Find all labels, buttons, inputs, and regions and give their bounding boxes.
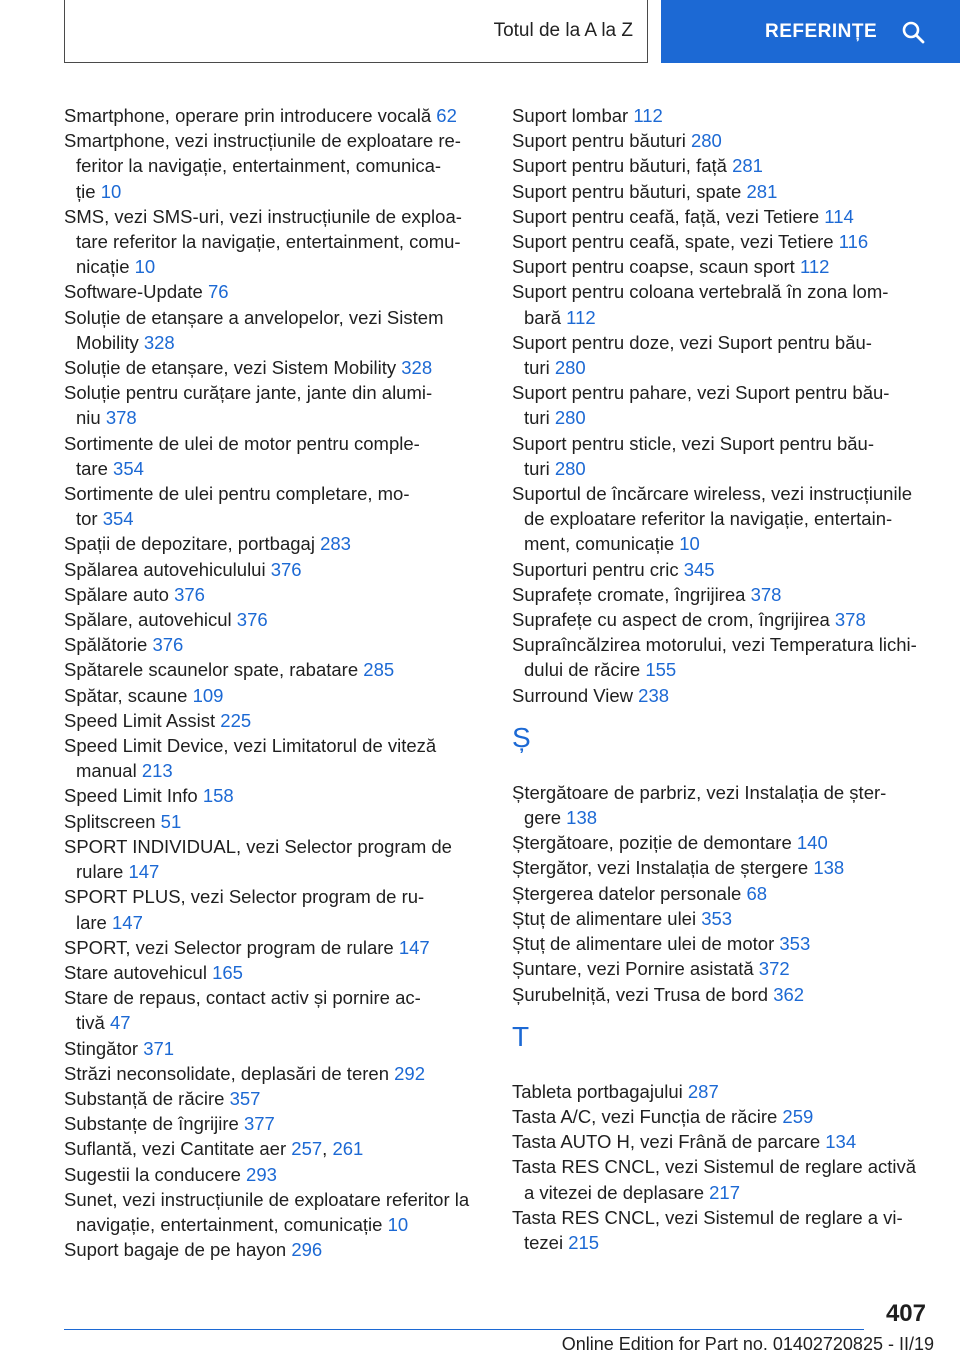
entry-text: Software-Update bbox=[64, 281, 203, 303]
page-reference-link[interactable]: 134 bbox=[825, 1131, 857, 1153]
entry-text: Surround View bbox=[512, 684, 634, 706]
entry-text: turi bbox=[524, 407, 550, 429]
entry-text: Smartphone, vezi instrucțiunile de exploatare re- bbox=[64, 130, 461, 152]
entry-text: Spălătorie bbox=[64, 634, 148, 656]
page-reference-link[interactable]: 51 bbox=[160, 810, 182, 832]
page-reference-link[interactable]: 62 bbox=[436, 105, 457, 126]
entry-text: tare referitor la navigație, entertainment, comu- bbox=[76, 231, 461, 253]
page-reference-link[interactable]: 293 bbox=[246, 1163, 277, 1185]
index-entry bbox=[512, 956, 958, 981]
index-entry bbox=[64, 1237, 484, 1262]
entry-text: Suport bagaje de pe hayon bbox=[64, 1239, 287, 1261]
entry-text: tezei bbox=[524, 1231, 564, 1253]
page-reference-link[interactable]: 261 bbox=[332, 1138, 364, 1160]
index-entry bbox=[64, 1061, 484, 1086]
footer-divider bbox=[64, 1329, 864, 1330]
entry-text: Suprafețe cu aspect de crom, îngrijirea bbox=[512, 609, 830, 631]
page-reference-link[interactable]: 283 bbox=[320, 533, 351, 555]
index-entry bbox=[512, 1129, 958, 1154]
entry-text: Soluție de etanșare a anvelopelor, vezi Sistem bbox=[64, 306, 444, 328]
page-reference-link[interactable]: 109 bbox=[192, 684, 224, 706]
index-entry bbox=[512, 855, 958, 880]
entry-text: Ștergătoare, poziție de demontare bbox=[512, 832, 792, 854]
page-reference-link[interactable]: 328 bbox=[143, 331, 175, 353]
page-reference-link[interactable]: 217 bbox=[709, 1181, 740, 1203]
page-reference-link[interactable]: 372 bbox=[758, 958, 790, 980]
page-reference-link[interactable]: 116 bbox=[838, 231, 869, 253]
index-entry bbox=[512, 204, 958, 229]
index-entry bbox=[64, 279, 484, 304]
section-s-continued bbox=[512, 103, 958, 708]
page-reference-link[interactable]: 292 bbox=[394, 1062, 425, 1084]
entry-text: ție bbox=[76, 180, 96, 202]
index-entry bbox=[512, 103, 958, 128]
entry-text: Speed Limit Info bbox=[64, 785, 198, 807]
page-reference-link[interactable]: 376 bbox=[152, 634, 184, 656]
page-reference-link[interactable]: 238 bbox=[638, 684, 670, 706]
index-entry bbox=[64, 809, 484, 834]
index-entry bbox=[512, 931, 958, 956]
index-entry bbox=[512, 683, 958, 708]
entry-text: Suprafețe cromate, îngrijirea bbox=[512, 583, 746, 605]
index-entry bbox=[512, 128, 958, 153]
index-entry bbox=[512, 153, 958, 178]
index-entry bbox=[512, 279, 958, 329]
index-entry bbox=[512, 229, 958, 254]
entry-text: Stare autovehicul bbox=[64, 961, 207, 983]
index-entry bbox=[512, 632, 958, 682]
entry-text: Tasta RES CNCL, vezi Sistemul de reglare activă bbox=[512, 1156, 917, 1178]
entry-text: Ștergerea datelor personale bbox=[512, 882, 742, 904]
entry-text: Sortimente de ulei de motor pentru comple- bbox=[64, 432, 420, 454]
page-reference-link[interactable]: 215 bbox=[568, 1231, 600, 1253]
index-entry bbox=[64, 733, 484, 783]
page-reference-link[interactable]: 10 bbox=[387, 1213, 409, 1235]
index-entry bbox=[64, 557, 484, 582]
index-entry bbox=[64, 531, 484, 556]
entry-text: Ștuț de alimentare ulei de motor bbox=[512, 933, 775, 955]
page-reference-link[interactable]: 257 bbox=[291, 1138, 323, 1160]
entry-text: Suport pentru băuturi, spate bbox=[512, 180, 742, 202]
index-entry bbox=[512, 431, 958, 481]
entry-text: Stingător bbox=[64, 1037, 139, 1059]
entry-text: SPORT PLUS, vezi Selector program de ru- bbox=[64, 886, 425, 908]
page-reference-link[interactable]: 76 bbox=[207, 281, 229, 303]
index-entry bbox=[512, 481, 958, 557]
entry-text: Supraîncălzirea motorului, vezi Temperatura lichi- bbox=[512, 634, 917, 656]
index-entry bbox=[64, 204, 484, 280]
index-entry bbox=[64, 884, 484, 934]
entry-text: Splitscreen bbox=[64, 810, 156, 832]
page-reference-link[interactable]: 138 bbox=[813, 857, 845, 879]
section-letter-sh: Ș bbox=[512, 721, 531, 753]
page-reference-link[interactable]: 377 bbox=[243, 1113, 275, 1135]
index-entry bbox=[64, 1162, 484, 1187]
index-entry bbox=[512, 330, 958, 380]
entry-text: Spălare auto bbox=[64, 583, 169, 605]
page-reference-link[interactable]: 287 bbox=[687, 1080, 719, 1102]
page-reference-link[interactable]: 10 bbox=[100, 180, 122, 202]
index-entry bbox=[64, 683, 484, 708]
page-reference-link[interactable]: 158 bbox=[202, 785, 234, 807]
entry-text: Smartphone, operare prin introducere vocală bbox=[64, 105, 432, 126]
index-entry bbox=[64, 935, 484, 960]
section-t bbox=[512, 1079, 958, 1255]
page-number: 407 bbox=[885, 1300, 926, 1327]
entry-text: Spălarea autovehiculului bbox=[64, 558, 266, 580]
page-reference-link[interactable]: 147 bbox=[112, 911, 143, 933]
index-entry bbox=[512, 557, 958, 582]
entry-text: SPORT, vezi Selector program de rulare bbox=[64, 936, 394, 958]
page-reference-link[interactable]: 147 bbox=[398, 936, 430, 958]
entry-text: Străzi neconsolidate, deplasări de teren bbox=[64, 1062, 389, 1084]
index-column-left bbox=[64, 103, 484, 1262]
entry-text: turi bbox=[524, 357, 550, 379]
entry-text: Spătar, scaune bbox=[64, 684, 188, 706]
page-reference-link[interactable]: 47 bbox=[109, 1012, 131, 1034]
tab-label: REFERINȚE bbox=[765, 20, 878, 42]
entry-text: gere bbox=[524, 807, 562, 829]
index-entry bbox=[64, 632, 484, 657]
entry-text: Sunet, vezi instrucțiunile de exploatare referitor la bbox=[64, 1188, 470, 1210]
entry-text: Tasta A/C, vezi Funcția de răcire bbox=[512, 1105, 778, 1127]
entry-text: ment, comunicație bbox=[524, 533, 675, 555]
entry-text: de exploatare referitor la navigație, entertain- bbox=[524, 508, 893, 530]
index-entry bbox=[64, 1086, 484, 1111]
page-reference-link[interactable]: 280 bbox=[554, 407, 586, 429]
entry-text: Substanțe de îngrijire bbox=[64, 1113, 239, 1135]
page-reference-link[interactable]: 328 bbox=[401, 357, 433, 379]
index-entry bbox=[64, 582, 484, 607]
page-reference-link[interactable]: 362 bbox=[773, 983, 805, 1005]
page-reference-link[interactable]: 353 bbox=[701, 907, 733, 929]
index-entry bbox=[512, 179, 958, 204]
entry-text: Șurubelniță, vezi Trusa de bord bbox=[512, 983, 769, 1005]
entry-text: Spălare, autovehicul bbox=[64, 609, 232, 631]
page-reference-link[interactable]: 112 bbox=[566, 306, 596, 328]
entry-text: tor bbox=[76, 508, 98, 530]
entry-text: lare bbox=[76, 911, 107, 933]
entry-text: Ștuț de alimentare ulei bbox=[512, 907, 697, 929]
index-entry bbox=[64, 305, 484, 355]
entry-text: bară bbox=[524, 306, 562, 328]
entry-text: Speed Limit Device, vezi Limitatorul de viteză bbox=[64, 735, 437, 757]
index-entry bbox=[64, 657, 484, 682]
entry-text: Tasta RES CNCL, vezi Sistemul de reglare a vi- bbox=[512, 1206, 903, 1228]
index-entry bbox=[64, 103, 484, 128]
page-reference-link[interactable]: 281 bbox=[732, 155, 763, 177]
page-reference-link[interactable]: 354 bbox=[102, 508, 134, 530]
entry-text: Suporturi pentru cric bbox=[512, 558, 679, 580]
entry-text: Stare de repaus, contact activ și pornire ac- bbox=[64, 987, 421, 1009]
page-reference-link[interactable]: 280 bbox=[554, 457, 586, 479]
entry-text: Suflantă, vezi Cantitate aer bbox=[64, 1138, 287, 1160]
entry-text: feritor la navigație, entertainment, comunica- bbox=[76, 155, 442, 177]
entry-text: Suport pentru băuturi, față bbox=[512, 155, 727, 177]
tab-totul-de-la-a-la-z[interactable] bbox=[64, 0, 648, 63]
entry-text: Substanță de răcire bbox=[64, 1087, 225, 1109]
entry-text: nicație bbox=[76, 256, 130, 278]
entry-text: SMS, vezi SMS-uri, vezi instrucțiunile de exploa- bbox=[64, 205, 462, 227]
footer-edition: Online Edition for Part no. 01402720825 - II/19 bbox=[561, 1334, 934, 1354]
section-sh bbox=[512, 780, 958, 1007]
index-entry bbox=[512, 830, 958, 855]
index-entry bbox=[64, 431, 484, 481]
entry-text: navigație, entertainment, comunicație bbox=[76, 1213, 383, 1235]
entry-text: a vitezei de deplasare bbox=[524, 1181, 704, 1203]
entry-text: Suport pentru ceafă, față, vezi Tetiere bbox=[512, 205, 820, 227]
section-letter-t: T bbox=[512, 1020, 530, 1052]
index-entry bbox=[64, 960, 484, 985]
index-entry bbox=[512, 380, 958, 430]
entry-text: SPORT INDIVIDUAL, vezi Selector program de bbox=[64, 835, 452, 857]
page-reference-link[interactable]: 114 bbox=[824, 205, 854, 227]
index-entry bbox=[512, 1104, 958, 1129]
index-entry bbox=[512, 906, 958, 931]
entry-text: dului de răcire bbox=[524, 659, 641, 681]
entry-text: Mobility bbox=[76, 331, 139, 353]
page-reference-link[interactable]: 213 bbox=[141, 760, 173, 782]
page-reference-link[interactable]: 378 bbox=[834, 609, 866, 631]
page-reference-link[interactable]: 68 bbox=[746, 882, 768, 904]
page-reference-link[interactable]: 376 bbox=[270, 558, 302, 580]
entry-text: Suportul de încărcare wireless, vezi instrucțiunile bbox=[512, 483, 912, 505]
page-reference-link[interactable]: 281 bbox=[746, 180, 778, 202]
entry-text: Ștergător, vezi Instalația de ștergere bbox=[512, 857, 809, 879]
index-entry bbox=[64, 607, 484, 632]
page-reference-link[interactable]: 378 bbox=[750, 583, 782, 605]
page-reference-link[interactable]: 259 bbox=[782, 1105, 814, 1127]
index-entry bbox=[512, 607, 958, 632]
page-reference-link[interactable]: 138 bbox=[566, 807, 598, 829]
entry-text: tare bbox=[76, 457, 108, 479]
page-reference-link[interactable]: 10 bbox=[679, 533, 700, 555]
entry-text: turi bbox=[524, 457, 550, 479]
index-entry bbox=[512, 1154, 958, 1204]
entry-text: Ștergătoare de parbriz, vezi Instalația de șter- bbox=[512, 781, 887, 803]
page-reference-link[interactable]: 112 bbox=[633, 105, 663, 126]
entry-text: Suport pentru sticle, vezi Suport pentru bău- bbox=[512, 432, 874, 454]
page-reference-link[interactable]: 285 bbox=[363, 659, 395, 681]
index-entry bbox=[512, 254, 958, 279]
entry-text: Șuntare, vezi Pornire asistată bbox=[512, 958, 754, 980]
index-entry bbox=[512, 881, 958, 906]
index-entry bbox=[512, 1205, 958, 1255]
entry-text: Sugestii la conducere bbox=[64, 1163, 241, 1185]
page-reference-link[interactable]: 376 bbox=[236, 609, 268, 631]
page-reference-link[interactable]: 147 bbox=[128, 861, 160, 883]
page-reference-link[interactable]: 378 bbox=[105, 407, 137, 429]
entry-text: rulare bbox=[76, 861, 124, 883]
entry-text: manual bbox=[76, 760, 137, 782]
entry-text: Tableta portbagajului bbox=[512, 1080, 683, 1102]
index-entry bbox=[64, 1111, 484, 1136]
page-reference-link[interactable]: 112 bbox=[799, 256, 830, 278]
index-entry bbox=[64, 481, 484, 531]
index-entry bbox=[64, 380, 484, 430]
index-column-right bbox=[512, 103, 958, 1255]
entry-text: Tasta AUTO H, vezi Frână de parcare bbox=[512, 1131, 821, 1153]
entry-text: tivă bbox=[76, 1012, 105, 1034]
entry-text: Soluție de etanșare, vezi Sistem Mobility bbox=[64, 357, 397, 379]
entry-text: Suport lombar bbox=[512, 105, 629, 126]
index-entry bbox=[64, 128, 484, 204]
page-reference-link[interactable]: 10 bbox=[134, 256, 156, 278]
entry-text: Suport pentru ceafă, spate, vezi Tetiere bbox=[512, 231, 834, 253]
index-entry bbox=[512, 582, 958, 607]
index-entry bbox=[64, 834, 484, 884]
entry-text: Spații de depozitare, portbagaj bbox=[64, 533, 315, 555]
page-reference-link[interactable]: 165 bbox=[212, 961, 243, 983]
index-entry bbox=[64, 783, 484, 808]
index-entry bbox=[64, 1187, 484, 1237]
entry-text: Spătarele scaunelor spate, rabatare bbox=[64, 659, 359, 681]
page-reference-link[interactable]: 371 bbox=[143, 1037, 175, 1059]
index-entry: Suflantă, vezi Cantitate aer 257, 261 bbox=[64, 1138, 364, 1160]
index-entry bbox=[512, 780, 958, 830]
tab-referinte[interactable] bbox=[661, 0, 960, 63]
page-reference-link[interactable]: 280 bbox=[554, 357, 586, 379]
entry-text: Suport pentru pahare, vezi Suport pentru bău- bbox=[512, 382, 890, 404]
entry-text: Suport pentru doze, vezi Suport pentru bău- bbox=[512, 331, 872, 353]
entry-text: niu bbox=[76, 407, 101, 429]
page-reference-link[interactable]: 376 bbox=[174, 583, 205, 605]
index-entry bbox=[512, 1079, 958, 1104]
tab-label: Totul de la A la Z bbox=[493, 20, 633, 41]
page-reference-link[interactable]: 357 bbox=[229, 1087, 261, 1109]
page-reference-link[interactable]: 140 bbox=[796, 832, 828, 854]
index-entry bbox=[64, 985, 484, 1035]
page-reference-link[interactable]: 354 bbox=[113, 457, 144, 479]
entry-text: Suport pentru băuturi bbox=[512, 130, 686, 152]
entry-text: Speed Limit Assist bbox=[64, 709, 216, 731]
page-reference-link[interactable]: 280 bbox=[690, 130, 722, 152]
index-entry bbox=[64, 708, 484, 733]
index-entry bbox=[64, 1036, 484, 1061]
index-entry bbox=[64, 355, 484, 380]
page-reference-link[interactable]: 353 bbox=[779, 933, 811, 955]
index-entry bbox=[512, 982, 958, 1007]
entry-text: Suport pentru coloana vertebrală în zona lom- bbox=[512, 281, 889, 303]
page-reference-link[interactable]: 296 bbox=[291, 1239, 323, 1261]
page-reference-link[interactable]: 155 bbox=[645, 659, 677, 681]
page-reference-link[interactable]: 345 bbox=[683, 558, 715, 580]
search-icon[interactable] bbox=[901, 20, 925, 44]
entry-text: Suport pentru coapse, scaun sport bbox=[512, 256, 795, 278]
entry-text: Sortimente de ulei pentru completare, mo- bbox=[64, 483, 410, 505]
entry-text: Soluție pentru curățare jante, jante din alumi- bbox=[64, 382, 433, 404]
page-reference-link[interactable]: 225 bbox=[220, 709, 252, 731]
